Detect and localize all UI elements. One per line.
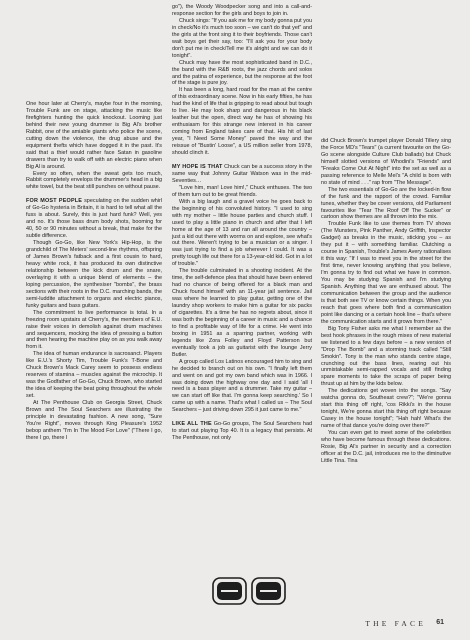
paragraph-text: Chuck can be a success story in the same way that Johnny Guitar Watson was in the mid-Seventies… bbox=[172, 163, 312, 184]
paragraph: The commitment to live performance is total. In a freezing room upstairs at Cherry's, the members of E.U. raise their voices in demolish against drum machines and sequencers, mocking the idea of pressing a button and then hearing the machine play on as you walk away from it. bbox=[26, 309, 162, 351]
paragraph: did Chuck Brown's trumpet player Donald Tillery sing the Force MD's "Tears" (a current favourite on the Go-Go scene alongside Culture Club ballads) but Chuck himself slotted versions of Whodini's "Friends" and "Freaks Come Out At Night" into the set as well as a passing reference to Melle Mel's "A child is born with no state of mind . . ." rap from "The Message". bbox=[321, 138, 451, 186]
paragraph-text: Go-Go groups, The Soul Searchers had to start out playing Top 40. It is a legacy that persists. At The Penthouse, not only bbox=[172, 421, 313, 442]
paragraph bbox=[172, 421, 312, 442]
paragraph: go"), the Woody Woodpecker song and into a call-and-response section for the girls and boys to join in. bbox=[172, 4, 312, 17]
section-lead-in: MY HOPE IS THAT bbox=[172, 163, 223, 170]
paragraph: The trouble culminated in a shooting incident. At the time, the self-defence plea that should have been entered had no chance of being offered for a black man and Chuck found himself with an 11-year jail sentence. Jail was where he learned to play guitar, getting one of the laundry shop workers to make him a guitar for six packs of cigarettes. It's a time he has no regrets about, since it was both the beginning of a career in music and a chance to find a profitable way of life for a crime. He went into boxing in 1951 as a sparring partner, working with legends like Zora Folley and Floyd Patterson but eventually took a job as guitarist with the lounge Jerry Butler. bbox=[172, 268, 312, 358]
section-lead-in: FOR MOST PEOPLE bbox=[26, 198, 83, 205]
paragraph: Chuck may have the most sophisticated band in D.C., the band with the R&B roots, the jazz chords and solos and the patina of experience, but the response at the foot of the stage is pure joy. bbox=[172, 59, 312, 87]
paragraph: Chuck sings: "If you ask me for my body gonna put you in check/No it's much too soon – we can't do that yet" and the girls at the front sing it to their boyfriends. Those can't wait boys get their say, too: "I'll ask you for your body don't put me in check/Tell me it's alright and we can do it tonight". bbox=[172, 17, 312, 59]
article-column-2 bbox=[172, 4, 312, 442]
paragraph: A group called Los Latinos encouraged him to sing and he decided to branch out on his own. "I finally left them and went on and got my own band which was in 1966. I was doing down the highway one day and I said 'all I need is a bass player and a drummer. Take my guitar – we can start off like that. I'm gonna keep searching.' So I came up with a name. That's what I called us – The Soul Searchers – just driving down 295 it just came to me." bbox=[172, 358, 312, 414]
article-column-3 bbox=[321, 138, 451, 465]
paragraph: Trouble Funk like to use themes from TV shows (The Munsters, Pink Panther, Andy Griffith, Inspector Gadget) as breaks in the music, sticking you – as they put it – with something familiar. Clutching a course in Spanish, Trouble's James Avery rationalises it this way: "If I was to meet you in the street for the first time, never knowing anything that you believe, I'm gonna try to find out what we have in common. You may be studying Spanish and I'm studying Spanish. Anything that we are enthused about. The communication between the group and the audience is that both see TV or know certain things. When you reach that goes where both find a communication point like dancing or a certain hook line – that's where the communication starts and it grows from there." bbox=[321, 221, 451, 325]
paragraph: The two essentials of Go-Go are the locked-in flow of the funk and the rapport of the crowd. Familiar tunes, whether they be cover versions, old Parliament favourites like "Tear The Roof Off The Sucker" or cartoon show themes are all thrown into the mix. bbox=[321, 186, 451, 221]
paragraph: Big Tony Fisher asks me what I remember as the best hook phrases in the rough mixes of new material we listened to a few days before – a new version of "Drop The Bomb" and a storming track called "Still Smokin". Tony is the man who stands centre stage, crunching out the bass lines, rearing out his unmistakable semi-rapped vocals and still finding spare moments to take the scraps of paper being thrust up at him by the kids below. bbox=[321, 325, 451, 388]
paragraph: With a big laugh and a gravel voice he goes back to the beginning of his convoluted history. "I used to sing with my mother – little house parties and church stuff. I used to play a little piano in church and after that I left home at the age of 13 and ran all around the country – just a kid out there with worms on and explore, see what's out there. Weren't trying to be a musician or a singer. I was just trying to find a job wherever I could. It was a pretty tough life out there for a 13-year-old kid. Got in a lot of trouble." bbox=[172, 198, 312, 268]
paragraph: Though Go-Go, like New York's Hip-Hop, is the grandchild of The Meters' second-line rhythms, offspring of James Brown's fatback and a first cousin to hard, heavy white rock, it has produced its own distinctive relationship between the kick drum and the snare, overlaying it with a unique blend of elements – the loping percussion, the synthesiser "bombs", the brass sections with their roots in the D.C. marching bands, the semi-luddite attachment to organs and electric pianos, funky guitars and bass guitars. bbox=[26, 240, 162, 309]
paragraph: The dedications get woven into the songs. "Say watcha gonna do, Southeast crew?"; "We're gonna start this thing off right, 'cos Rikki's in the house tonight, We're gonna start this thing off right because Casey in the house tonight"; "Hah hah! What's the name of that dance you're doing over there?" bbox=[321, 388, 451, 430]
paragraph: One hour later at Cherry's, maybe four in the morning, Trouble Funk are on stage, attacking the music like firefighters hunting the quick knockout. Looming just behind their new young drummer is Big Al's brother Rabbit, one of the amiable giants who police the scene, cutting down the violence, the drug abuse and the equipment thefts which have dogged it in the past. It's said that a thief would rather face Satan in gasoline drawers than try to walk off with an electric piano when Big Al is around. bbox=[26, 101, 162, 170]
paragraph: The idea of human endurance is sacrosanct. Players like E.U.'s Shorty Tim, Trouble Funk's T-Bone and Chuck Brown's Mack Carey seem to possess endless reserves of stamina – muscles against the microchip. It was the Godfather of Go-Go, Chuck Brown, who started the idea of keeping the beat going throughout the whole set. bbox=[26, 351, 162, 400]
article-column-1 bbox=[26, 101, 162, 442]
page-number: 61 bbox=[436, 619, 444, 626]
paragraph: Every so often, when the sweat gets too much, Rabbit completely envelops the drummer's head in a big white towel, but the beat still punches on without pause. bbox=[26, 170, 162, 191]
paragraph: You can even get to meet some of the celebrities who have become famous through these dedications. Rosie, Big Al's partner in security and a correction officer at the D.C. jail, introduces me to the diminutive Little Tina. Tina bbox=[321, 430, 451, 464]
paragraph: "Love him, man! Love him!," Chuck enthuses. The two of them turn out to be great friends. bbox=[172, 184, 312, 198]
paragraph: At The Penthouse Club on Georgia Street, Chuck Brown and The Soul Searchers are illustrating the principle in devastating fashion. A new song, "Sure You're Right", moves through King Pleasure's 1952 bebop anthem "I'm In The Mood For Love" ("There I go, there I go, there I bbox=[26, 400, 162, 441]
paragraph bbox=[172, 164, 312, 185]
paragraph: It has been a long, hard road for the man at the centre of this extraordinary scene. Now in his early fifties, he has had the kind of life that is gripping to read about but tough to live. He may look sharp and dangerous in his black leather but the open, direct way he has of showing his enthusiasm for this strange new interest in his career coming from England takes care of that. His hit of last year, "I Need Some Money" paved the way and the reissue of "Bustin' Loose", a US million seller from 1978, should clinch it. bbox=[172, 87, 312, 157]
section-lead-in: LIKE ALL THE bbox=[172, 421, 212, 428]
paragraph-text: speculating on the sudden whirl of Go-Go hysteria in Britain, it is hard to tell what all the fuss is about. Surely, this is just hard funk? Well, yes and no. It's those bass drum body shots, booming for 40, 50 or 90 minutes without a break, that make for the subtle difference. bbox=[26, 198, 163, 240]
paragraph bbox=[26, 198, 162, 240]
magazine-title: THE FACE bbox=[365, 619, 426, 628]
section-logo-icon bbox=[212, 576, 286, 606]
